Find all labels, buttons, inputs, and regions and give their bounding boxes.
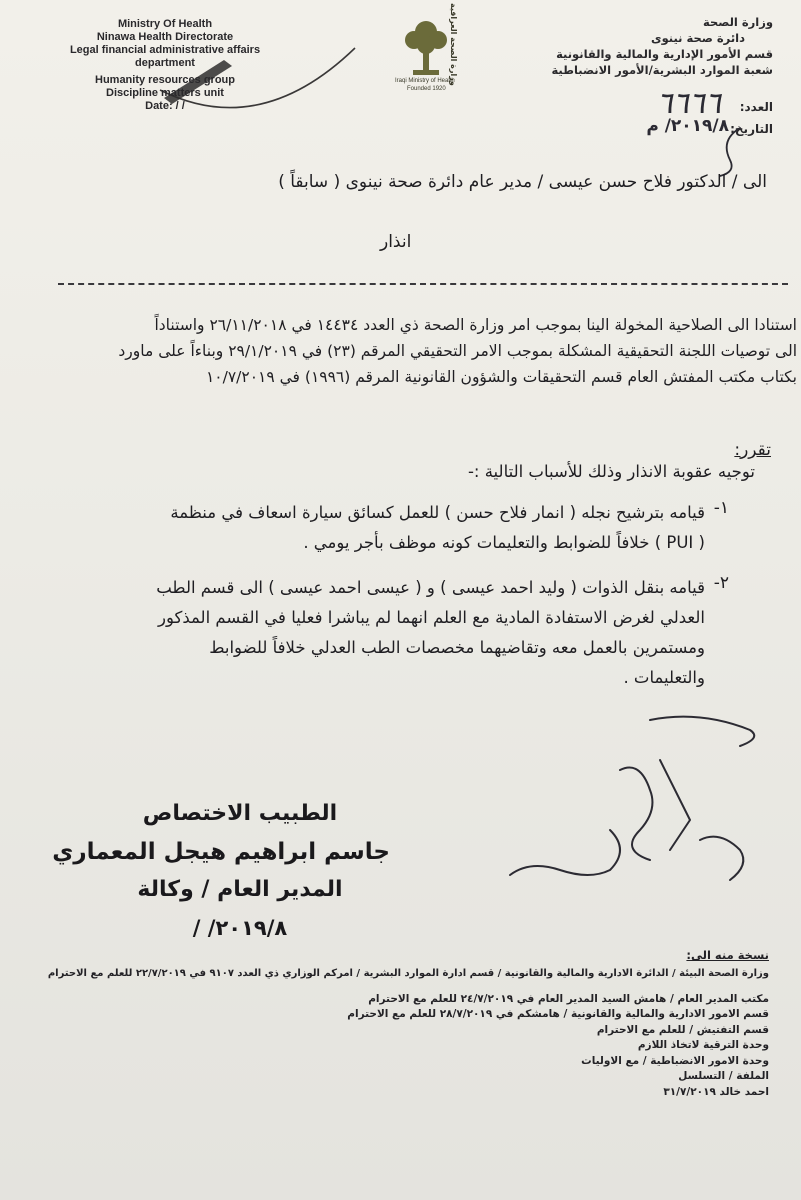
logo-ministry-ar: وزارة الصحة العراقية (449, 3, 458, 86)
decision-label: تقرر: (734, 440, 771, 460)
header-ar-line: وزارة الصحة (703, 15, 773, 29)
header-en-line: Legal financial administrative affairs (69, 44, 261, 56)
header-arabic (551, 14, 773, 78)
doc-number-value: ٦٦٦٦ (656, 86, 721, 121)
handwritten-signature-icon (500, 700, 780, 900)
logo-ministry-en: Iraqi Ministry of Health (395, 78, 455, 84)
preamble-line: بكتاب مكتب المفتش العام قسم التحقيقات والشؤون القانونية المرقم (١٩٩٦) في ١٠/٧/٢٠١٩ (205, 368, 797, 386)
handwritten-mark-icon (700, 120, 760, 180)
signature-date: ٢٠١٩/٨/ / (192, 916, 288, 940)
copy-line: قسم الامور الادارية والمالية والقانونية / هامشكم في ٢٨/٧/٢٠١٩ للعلم مع الاحترام (347, 1008, 769, 1020)
ministry-logo (385, 3, 515, 98)
doc-number-label: العدد: (739, 100, 773, 114)
copy-line: وحدة الترقية لاتخاذ اللازم (637, 1039, 769, 1051)
doc-date-label: التاريخ: (730, 122, 773, 136)
header-en-line: Ninawa Health Directorate (96, 31, 234, 43)
reason-item-line: والتعليمات . (623, 668, 705, 687)
recipient-line: الى / الدكتور فلاح حسن عيسى / مدير عام دائرة صحة نينوى ( سابقاً ) (278, 172, 767, 192)
copies-title: نسخة منه الى: (686, 948, 769, 962)
copy-line: وزارة الصحة البيئة / الدائرة الادارية والمالية والقانونية / قسم ادارة الموارد البشرية / امركم الوزاري ذي العدد ٩١٠٧ في ٢٢/٧/٢٠١٩ للعلم مع الاحترام (47, 968, 769, 979)
signature-name: جاسم ابراهيم هيجل المعماري (52, 839, 390, 865)
subject-title: انذار (380, 232, 412, 252)
reason-item-line: قيامه بترشيح نجله ( انمار فلاح حسن ) للعمل كسائق سيارة اسعاف في منظمة (170, 503, 705, 522)
copy-line: الملفة / التسلسل (678, 1070, 769, 1082)
header-en-date: Date: / / (145, 100, 185, 112)
preamble (118, 312, 797, 390)
header-en-line: department (135, 57, 195, 69)
header-english (40, 18, 290, 113)
preamble-line: استنادا الى الصلاحية المخولة الينا بموجب امر وزارة الصحة ذي العدد ١٤٤٣٤ في ٢٦/١١/٢٠١٨ واستناداً (154, 316, 797, 334)
reason-item-1 (170, 498, 705, 558)
divider-line (58, 283, 788, 285)
signature-position: المدير العام / وكالة (137, 877, 343, 902)
decision-intro: توجيه عقوبة الانذار وذلك للأسباب التالية :- (467, 462, 755, 481)
reason-item-2-number: ٢- (713, 573, 729, 593)
reason-item-line: العدلي لغرض الاستفادة المادية مع العلم انهما لم يباشرا فعليا في القسم المذكور (158, 608, 705, 627)
copy-line: مكتب المدير العام / هامش السيد المدير العام في ٢٤/٧/٢٠١٩ للعلم مع الاحترام (368, 992, 769, 1005)
signature-title: الطبيب الاختصاص (142, 801, 338, 826)
reason-item-line: ( PUI ) خلافاً للضوابط والتعليمات كونه موظف بأجر يومي . (303, 533, 705, 552)
copy-line: احمد خالد ٣١/٧/٢٠١٩ (663, 1085, 769, 1098)
reason-item-line: قيامه بنقل الذوات ( وليد احمد عيسى ) و ( عيسى احمد عيسى ) الى قسم الطب (156, 578, 705, 597)
header-ar-line: قسم الأمور الإدارية والمالية والقانونية (556, 47, 773, 61)
tree-emblem-icon (401, 18, 451, 82)
header-en-line: Humanity resources group (95, 74, 235, 86)
copy-line: قسم التفتيش / للعلم مع الاحترام (596, 1023, 769, 1036)
copy-line: وحدة الامور الانضباطية / مع الاوليات (581, 1054, 769, 1067)
header-ar-line: دائرة صحة نينوى (651, 31, 745, 45)
header-en-line: Discipline matters unit (106, 87, 224, 99)
doc-date-value: ٢٠١٩/٨/ م (646, 116, 729, 136)
logo-founded: Founded 1920 (407, 86, 446, 92)
reason-item-line: ومستمرين بالعمل معه وتقاضيهما مخصصات الطب العدلي خلافاً للضوابط (209, 638, 705, 657)
header-ar-line: شعبة الموارد البشرية/الأمور الانضباطية (551, 63, 773, 77)
reason-item-2 (156, 573, 705, 693)
header-en-line: Ministry Of Health (117, 18, 213, 30)
reason-item-1-number: ١- (713, 498, 729, 518)
copies-list (48, 966, 769, 1100)
signature-block (52, 795, 390, 947)
preamble-line: الى توصيات اللجنة التحقيقية المشكلة بموجب الامر التحقيقي المرقم (٢٣) في ٢٩/١/٢٠١٩ وبناءاً على ماورد (118, 342, 797, 360)
